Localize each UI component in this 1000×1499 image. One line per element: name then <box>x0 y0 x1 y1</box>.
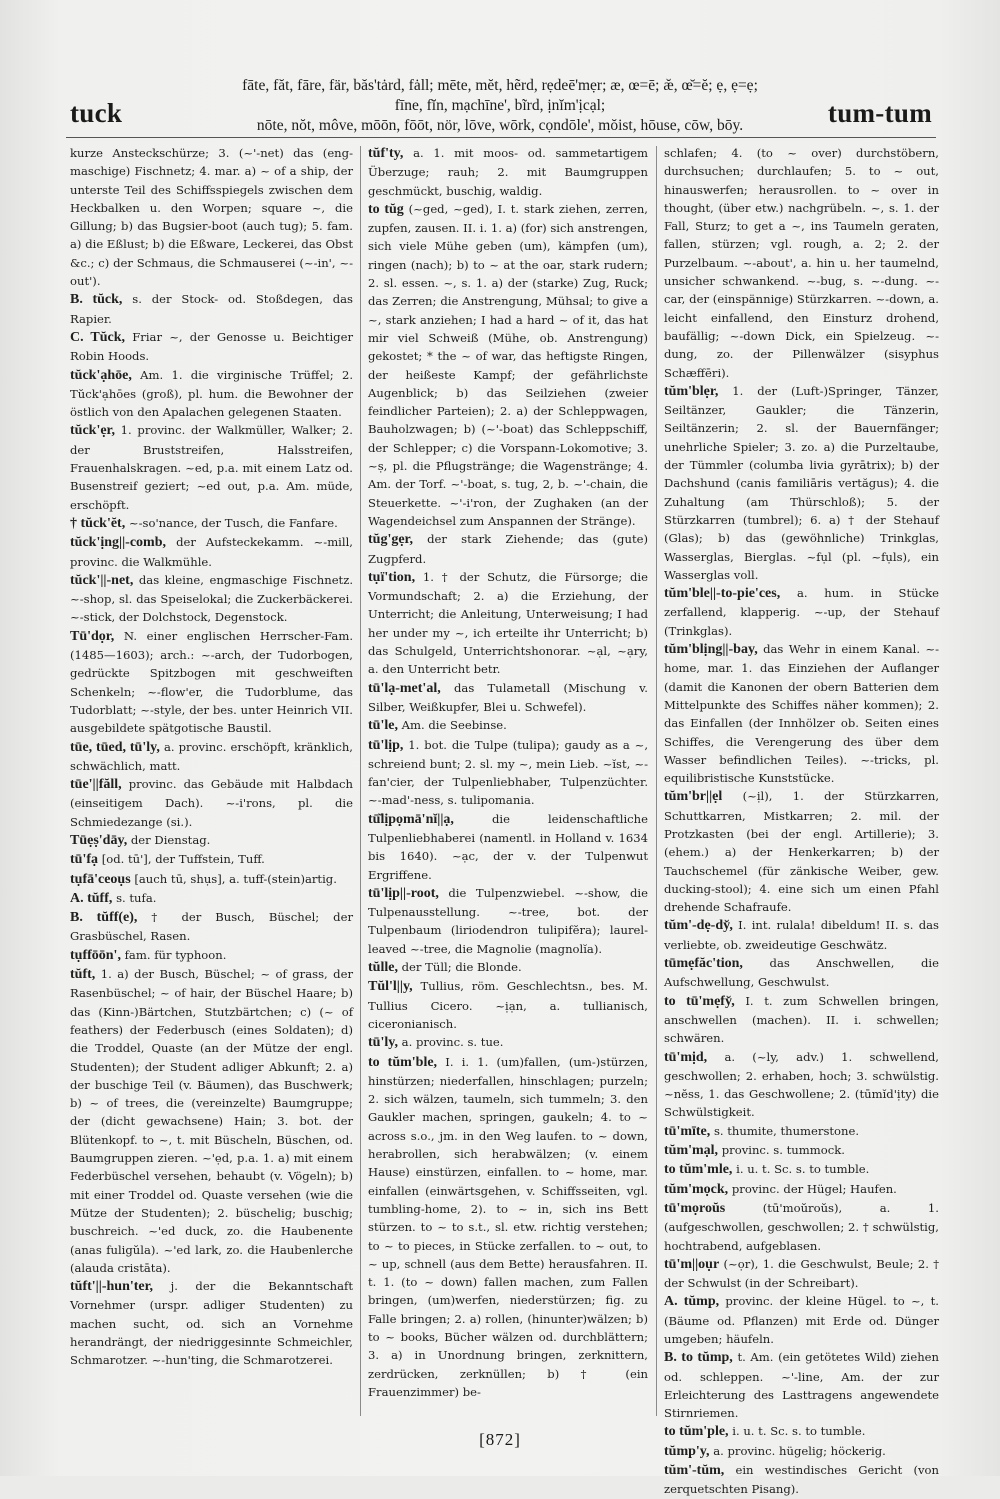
entry-headword: B. tŭck, <box>70 292 123 308</box>
dictionary-entry <box>368 1033 648 1052</box>
entry-definition: † der Busch, Büschel; der Grasbüschel, Rasen. <box>70 910 353 944</box>
dictionary-entry <box>70 831 353 850</box>
entry-definition: t. Am. (ein getötetes Wild) ziehen od. schleppen. ~'-line, Am. der zur Erleichterung des Lasttragens angewendete Stirnriemen. <box>664 1350 940 1421</box>
header-rule <box>66 137 936 138</box>
entry-definition: i. u. t. Sc. s. to tumble. <box>732 1424 866 1439</box>
entry-definition: a. provinc. hügelig; höckerig. <box>713 1443 886 1458</box>
entry-definition: ~-so'nance, der Tusch, die Fanfare. <box>128 515 338 530</box>
dictionary-entry <box>70 627 353 738</box>
dictionary-entry <box>70 514 353 533</box>
column-divider <box>656 146 657 1416</box>
entry-definition: (tū'moŭroŭs), a. 1. (aufgeschwollen, geschwollen; 2. † schwülstig, hochtrabend, aufgeblasen. <box>664 1200 939 1253</box>
entry-definition: a. hum. in Stücke zerfallend, klapperig. ~-up, der Stehauf (Trinkglas). <box>664 586 940 638</box>
entry-headword: tŭm'blẹr, <box>664 383 719 399</box>
entry-headword: tū'ly, <box>368 1035 398 1051</box>
dictionary-entry <box>664 382 939 584</box>
dictionary-entry <box>368 200 648 530</box>
entry-definition: das Wehr in einem Kanal. ~-home, mar. 1. das Einziehen der Auflanger (damit die Kanonen der obern Batterien dem Mittelpunkte des Schiffes näher kommen); 2. das Einfallen (der Innhölzer ob. Seiten eines Schiffes, die Verengerung des über dem Wasser befindlichen Teiles). ~-tricks, pl. equilibristische Kunststücke. <box>664 642 940 786</box>
entry-headword: tŭm'blịng||-bay, <box>664 642 758 658</box>
dictionary-entry <box>368 530 648 568</box>
dictionary-entry <box>664 1160 939 1179</box>
dictionary-entry <box>664 584 939 640</box>
page-number: [872] <box>479 1430 521 1449</box>
entry-headword: tū'lịp, <box>368 737 404 753</box>
entry-definition: a. provinc. s. tue. <box>401 1035 504 1050</box>
entry-headword: tū'le, <box>368 718 398 734</box>
entry-definition: die Tulpenzwiebel. ~-show, die Tulpenausstellung. ~-tree, bot. der Tulpenbaum (liriodendron tulipifĕra); laurel-leaved ~-tree, die Magnolie (magnolĭa). <box>368 885 649 956</box>
entry-headword: tū'mịd, <box>664 1049 708 1065</box>
dictionary-entry <box>70 870 353 889</box>
entry-headword: tŭg'gẹr, <box>368 532 413 548</box>
entry-definition: Am. 1. die virginische Trüffel; 2. Tŭck'ạhōes (groß), pl. hum. die Bewohner der östlich von den Apalachen gelegenen Staaten. <box>70 367 354 420</box>
entry-definition: a. (~ly, adv.) 1. schwellend, geschwollen; 2. erhaben, hoch; 3. schwülstig. ~nĕss, 1. das Geschwollene; 2. (tūmĭd'ịty) die Schwülstigkeit. <box>664 1049 939 1120</box>
dictionary-entry <box>70 290 353 328</box>
entry-definition: 1. † der Schutz, die Fürsorge; die Vormundschaft; 2. a) die Erziehung, der Unterricht; die Anleitung, Unterweisung; I had her under my ~, ich erteilte ihr Unterricht; b) das Schulgeld, Unterrichtshonorar. ~ạl, ~ạry, a. den Unterricht betr. <box>368 569 648 677</box>
entry-headword: tŭft'||-hun'ter, <box>70 1279 154 1295</box>
dictionary-entry <box>368 568 648 679</box>
entry-definition: Am. die Seebinse. <box>401 718 507 733</box>
entry-headword: tū'mọroŭs <box>664 1200 726 1216</box>
pronunciation-key-line: nōte, nŏt, môve, mōōn, fōōt, nör, lōve, wōrk, cọndōle', mŏist, hōuse, cōw, bōy. <box>256 117 744 134</box>
dictionary-entry <box>664 1348 939 1422</box>
entry-headword: tŭm'br||ẹl <box>664 789 723 805</box>
entry-headword: tŭm'ble||-to-pie'ces, <box>664 586 781 602</box>
entry-definition: das kleine, engmaschige Fischnetz. ~-shop, sl. das Speiselokal; die Zuckerbäckerei. ~-stick, der Dolchstock, Degenstock. <box>70 572 354 625</box>
entry-definition: I. t. zum Schwellen bringen, anschwellen (machen). II. i. schwellen; schwären. <box>664 993 939 1046</box>
dictionary-entry <box>70 850 353 869</box>
entry-headword: to tŭg <box>368 201 404 217</box>
entry-headword: tŭck'ẹr, <box>70 423 115 439</box>
entry-headword: tū'lạ-met'al, <box>368 680 441 696</box>
entry-definition: I. i. 1. (um)fallen, (um-)stürzen, hinstürzen; niederfallen, hinschlagen; purzeln; 2. sich wälzen, taumeln, sich tummeln; 3. den Gaukler machen, springen, gaukeln; 4. to ~ across s.o., jm. in den Weg laufen. to ~ down, herabrollen, sich herabwälzen; (v. einem Hause) einstürzen, einfallen. to ~ home, mar. einfallen (einwärtsgehen, v. Schiffsseiten, vgl. tumbling-home, 2). to ~ in, sich ins Bett stürzen. to ~ to s.t., sl. etw. richtig verstehen; to ~ to pieces, in Stücke zerfallen. to ~ out, to ~ up, schnell (aus dem Bette) herausfahren. II. t. 1. (to ~ down) fallen machen, zum Fallen bringen, (um)werfen, niederstürzen; fig. zu Falle bringen; 2. a) rollen, (hinunter)wälzen; b) to ~ books, Bücher wälzen od. durchblättern; 3. a) in Unordnung bringen, zerknittern, zerdrücken, zerknüllen; b) † (ein Frauenzimmer) be- <box>368 1054 649 1399</box>
entry-definition: schlafen; 4. (to ~ over) durchstöbern, durchsuchen; durchlaufen; 5. to ~ out, hinauswerfen; herausrollen. to ~ over in thought, (über etw.) nachgrübeln. ~, s. 1. der Fall, Sturz; to get a ~, ins Taumeln geraten, fallen, stürzen; vgl. rough, a. 2; 2. der Purzelbaum. ~-about', a. hin u. her taumelnd, unsicher schwankend. ~-bug, s. ~-dung. ~-car, der (einspännige) Stürzkarren. ~-down, a. leicht einfallend, den Einsturz drohend, baufällig; ~-down Dick, ein Spielzeug. ~-dung, zo. der Pillenwälzer (sisyphus Schæffēri). <box>664 146 939 380</box>
entry-definition: 1. provinc. der Walkmüller, Walker; 2. der Bruststreifen, Halsstreifen, Frauenhalskragen. ~ed, p.a. mit einem Latz od. Busenstreif geziert; ~ed out, p.a. Am. müde, erschöpft. <box>70 423 353 512</box>
entry-headword: tŭlle, <box>368 960 398 976</box>
entry-headword: tū'mīte, <box>664 1123 711 1139</box>
entry-headword: to tŭm'ble, <box>368 1054 438 1070</box>
entry-headword: tŭft, <box>70 967 96 983</box>
dictionary-entry <box>368 736 648 810</box>
entry-definition: das Anschwellen, die Aufschwellung, Geschwulst. <box>664 956 939 990</box>
dictionary-entry <box>70 533 353 571</box>
dictionary-entry <box>664 1199 939 1255</box>
entry-definition: [od. tū'], der Tuffstein, Tuff. <box>101 852 265 867</box>
pronunciation-key-line: fāte, făt, fāre, fär, băs'tȧrd, fȧll; mēte, mĕt, hẽrd, rẹdeē'mẹr; æ, œ=ē; æ̆, œ̆=ĕ; ẹ, ẹ=ẹ; <box>242 77 758 94</box>
entry-definition: provinc. der kleine Hügel. to ~, t. (Bäume od. Pflanzen) mit Erde od. Dünger umgeben; häufeln. <box>664 1294 939 1346</box>
dictionary-entry <box>70 144 353 290</box>
entry-definition: Friar ~, der Genosse u. Beichtiger Robin Hoods. <box>70 329 354 364</box>
dictionary-entry <box>368 144 648 200</box>
dictionary-entry <box>664 1255 939 1293</box>
dictionary-entry <box>70 946 353 965</box>
entry-headword: to tū'mẹfy̆, <box>664 993 735 1009</box>
entry-headword: tūe'||făll, <box>70 777 122 793</box>
guide-word-right: tum-tum <box>827 98 932 128</box>
column-divider <box>360 146 361 1416</box>
entry-headword: tŭm'mạl, <box>664 1143 719 1159</box>
dictionary-column-3 <box>664 144 940 1497</box>
entry-definition: a. provinc. erschöpft, kränklich, schwächlich, matt. <box>70 739 353 773</box>
dictionary-entry <box>70 775 353 831</box>
dictionary-entry <box>368 810 648 884</box>
dictionary-entry <box>664 1141 939 1160</box>
dictionary-column-2 <box>368 144 648 1424</box>
entry-headword: Tŭl'l||y, <box>368 979 413 995</box>
dictionary-entry <box>368 679 648 717</box>
entry-definition: provinc. das Gebäude mit Halbdach (einseitigem Dach). ~-i'rons, pl. die Schmiedezange (si.). <box>70 777 354 829</box>
entry-definition: der stark Ziehende; das (gute) Zugpferd. <box>368 532 648 566</box>
entry-definition: s. tufa. <box>116 890 157 905</box>
entry-definition: ein westindisches Gericht (von zerquetschten Pisang). <box>664 1463 939 1497</box>
dictionary-entry <box>664 787 939 916</box>
entry-definition: s. der Stock- od. Stoßdegen, das Rapier. <box>70 292 353 326</box>
dictionary-entry <box>368 884 648 958</box>
dictionary-entry <box>664 916 939 954</box>
dictionary-entry <box>70 571 353 627</box>
dictionary-entry <box>70 421 353 513</box>
entry-headword: B. tŭff(e), <box>70 910 138 926</box>
entry-definition: (~ịl), 1. der Stürzkarren, Schuttkarren, Mistkarren; 2. mil. der Protzkasten (bei der engl. Artillerie); 3. (ehem.) a) der Henkerkarren; b) der Tauchschemel (für zänkische Weiber, gew. ducking-stool); 4. eine sich um einen Pfahl drehende Schafraufe. <box>664 789 940 915</box>
entry-headword: tŭmp'y, <box>664 1443 710 1459</box>
entry-definition: 1. a) der Busch, Büschel; ~ of grass, der Rasenbüschel; ~ of hair, der Büschel Haare; b) das (Kinn-)Bärtchen, Stutzbärtchen; c) (~ of feathers) der Federbusch (eines Soldaten); d) die Troddel, Quaste (an der Mütze der engl. Studenten); der Student adliger Abkunft; 2. a) der buschige Teil (v. Bäumen), das Buschwerk; b) ~ of trees, die (vereinzelte) Baumgruppe; der (dicht gewachsene) Hain; 3. bot. der Blütenkopf. to ~, t. mit Büscheln, Büschen, od. Baumgruppen zieren. ~'ẹd, p.a. 1. a) mit einem Federbüschel versehen, behaubt (v. Vögeln); b) mit einer Troddel od. Quaste versehen (wie die Mütze der Studenten); 2. büschelig; buschig; buschreich. ~'ed duck, zo. die Haubenente (anas fuligŭla). ~'ed lark, zo. die Haubenlerche (alauda cristāta). <box>70 967 354 1275</box>
entry-headword: tū̆lịpọmā'nĭ||ạ, <box>368 811 454 827</box>
entry-headword: C. Tŭck, <box>70 329 126 345</box>
entry-definition: der Aufsteckekamm. ~-mill, provinc. die Walkmühle. <box>70 535 353 569</box>
entry-definition: s. thumite, thumerstone. <box>713 1123 860 1138</box>
entry-definition: a. 1. mit moos- od. sammetartigem Überzuge; rauh; 2. mit Baumgruppen geschmückt, buschig, waldig. <box>368 146 648 198</box>
entry-headword: tŭm'mọck, <box>664 1181 729 1197</box>
entry-headword: † tŭck'ĕt, <box>70 515 126 531</box>
entry-headword: tụffōōn', <box>70 947 121 963</box>
entry-definition: provinc. s. tummock. <box>721 1143 845 1158</box>
dictionary-column-1 <box>70 144 353 1424</box>
entry-headword: tū'm||oụr <box>664 1256 720 1272</box>
dictionary-entry <box>70 908 353 946</box>
pronunciation-key-line: fīne, fĭn, mạchīne', bĩrd, ịnĭm'ịcạl; <box>394 97 606 114</box>
dictionary-entry <box>70 366 353 422</box>
dictionary-entry <box>664 640 939 787</box>
entry-headword: tụï'tion, <box>368 569 416 585</box>
entry-definition: 1. der (Luft-)Springer, Tänzer, Seiltänzer, Gaukler; die Tänzerin, Seiltänzerin; 2. sl. der Bauernfänger; unehrliche Spieler; 3. zo. a) die Purzeltaube, der Tümmler (columba livia gyrātrix); b) der Dachshund (canis familiāris vertăgus); 4. die Zuhaltung (am Thürschloß); 5. der Stürzkarren (tumbrel); 6. a) † der Stehauf (Glas); b) das (gewöhnliche) Trinkglas, Wasserglas, Bierglas. ~fụl (pl. ~fụls), ein Wasserglas voll. <box>664 383 939 582</box>
dictionary-entry <box>70 738 353 776</box>
dictionary-entry <box>664 144 939 382</box>
entry-definition: (~ged, ~ged), I. t. stark ziehen, zerren, zupfen, zausen. II. i. 1. a) (for) sich anstrengen, sich viele Mühe geben (um), kämpfen (um), ringen (nach); b) to ~ at the oar, stark rudern; 2. sl. essen. ~, s. 1. a) der (starke) Zug, Ruck; das Zerren; die Anstrengung, Mühsal; to give a ~, stark anziehen; I had a hard ~ of it, das hat mir viel Schweiß (Mühe, ob. Anstrengung) gekostet; * the ~ of war, das heftigste Ringen, der heißeste Kampf; der gefährlichste Augenblick; b) das Seilziehen (zweier feindlicher Parteien); 2. a) der Schleppwagen, Bauholzwagen; b) (~'-boat) das Schleppschiff, der Schlepper; c) die Vorspann-Lokomotive; 3. ~ṣ, pl. die Pflugstränge; die Wagenstränge; 4. Am. der Torf. ~'-boat, s. tug, 2, b. ~'-chain, die Steuerkette. ~'-i'ron, der Zughaken (an der Wagendeichsel zum Anspannen der Stränge). <box>368 201 648 528</box>
entry-definition: der Dienstag. <box>130 832 211 847</box>
entry-headword: tūe, tūed, tū'ly, <box>70 739 160 755</box>
dictionary-entry <box>70 328 353 366</box>
dictionary-entry <box>664 1122 939 1141</box>
dictionary-entry <box>70 889 353 908</box>
entry-definition: 1. bot. die Tulpe (tulipa); gaudy as a ~, schreiend bunt; 2. sl. my ~, mein Lieb. ~ĭst, ~-fan'cier, der Tulpenliebhaber, Tulpenzüchter. ~-mad'-ness, s. tulipomania. <box>368 737 648 808</box>
entry-headword: tŭf'ty, <box>368 146 404 161</box>
dictionary-entry <box>70 965 353 1277</box>
dictionary-entry <box>70 1277 353 1369</box>
dictionary-entry <box>664 1461 939 1499</box>
entry-definition: N. einer englischen Herrscher-Fam. (1485—1603); arch.: ~-arch, der Tudorbogen, gedrückte Spitzbogen mit geschweiften Schenkeln; ~-flow'er, die Tudorblume, das Tudorblatt; ~-style, der bes. unter Heinrich VII. ausgebildete spätgotische Baustil. <box>70 628 354 736</box>
dictionary-entry <box>368 977 648 1033</box>
dictionary-entry <box>368 716 648 735</box>
pronunciation-key <box>215 76 785 136</box>
entry-headword: tŭck'ạhōe, <box>70 367 132 383</box>
dictionary-entry <box>368 1053 648 1402</box>
dictionary-entry <box>664 1180 939 1199</box>
dictionary-entry <box>664 1292 939 1348</box>
entry-headword: to tŭm'mle, <box>664 1162 733 1178</box>
entry-headword: tū'fạ <box>70 852 98 868</box>
dictionary-entry <box>664 992 939 1048</box>
entry-definition: das Tulametall (Mischung v. Silber, Weißkupfer, Blei u. Schwefel). <box>368 680 648 714</box>
entry-headword: to tŭm'ple, <box>664 1424 729 1440</box>
entry-definition: der Tüll; die Blonde. <box>401 960 522 975</box>
entry-definition: j. der die Bekanntschaft Vornehmer (urspr. adliger Studenten) zu machen sucht, od. sich an Vornehme herandrängt, der niedriggesinnte Schmeichler, Schmarotzer. ~-hun'ting, die Schmarotzerei. <box>70 1279 353 1368</box>
entry-definition: Tullius, röm. Geschlechtsn., bes. M. Tullius Cicero. ~ịạn, a. tullianisch, ciceronianisch. <box>368 979 648 1031</box>
entry-headword: Tūẹṣ'dāy, <box>70 832 128 848</box>
entry-headword: B. to tŭmp, <box>664 1350 733 1366</box>
entry-definition: i. u. t. Sc. s. to tumble. <box>736 1162 870 1177</box>
entry-headword: tū'lịp||-root, <box>368 885 439 901</box>
entry-definition: I. int. rulala! dibeldum! II. s. das verliebte, ob. zweideutige Geschwätz. <box>664 918 939 952</box>
entry-headword: tŭck'ịng||-comb, <box>70 535 167 551</box>
entry-headword: tŭck'||-net, <box>70 572 134 588</box>
entry-definition: [auch tū, shụs], a. tuff-(stein)artig. <box>134 871 337 886</box>
entry-headword: tūmẹfăc'tion, <box>664 956 743 972</box>
entry-headword: tŭm'-tŭm, <box>664 1463 725 1479</box>
entry-definition: kurze Ansteckschürze; 3. (~'-net) das (eng-maschige) Fischnetz; 4. mar. a) ~ of a ship, der unterste Teil des Schiffsspiegels zwischen dem Heckbalken u. den Worpen; square ~, die Gillung; b) das Bugsier-boot (auch tug); 5. fam. a) die Eßlust; b) die Eßware, Leckerei, das Obst &c.; c) der Schmaus, die Schmauserei (~-in', ~-out'). <box>70 146 353 289</box>
entry-definition: fam. für typhoon. <box>124 947 227 962</box>
entry-definition: (~ọr), 1. die Geschwulst, Beule; 2. † der Schwulst (in der Schreibart). <box>664 1256 940 1291</box>
entry-definition: provinc. der Hügel; Haufen. <box>731 1181 897 1196</box>
entry-headword: Tū'dọr, <box>70 628 115 644</box>
entry-headword: A. tŭmp, <box>664 1294 720 1310</box>
entry-headword: tụfā'ceoụs <box>70 871 131 887</box>
dictionary-entry <box>664 1048 939 1122</box>
entry-headword: tŭm'-dẹ-dy̆, <box>664 918 733 934</box>
entry-definition: die leidenschaftliche Tulpenliebhaberei (namentl. in Holland v. 1634 bis 1640). ~ạc, der v. der Tulpenwut Ergriffene. <box>368 811 649 882</box>
entry-headword: A. tŭff, <box>70 890 113 906</box>
dictionary-entry <box>368 958 648 977</box>
dictionary-entry <box>664 954 939 992</box>
guide-word-left: tuck <box>70 98 123 128</box>
